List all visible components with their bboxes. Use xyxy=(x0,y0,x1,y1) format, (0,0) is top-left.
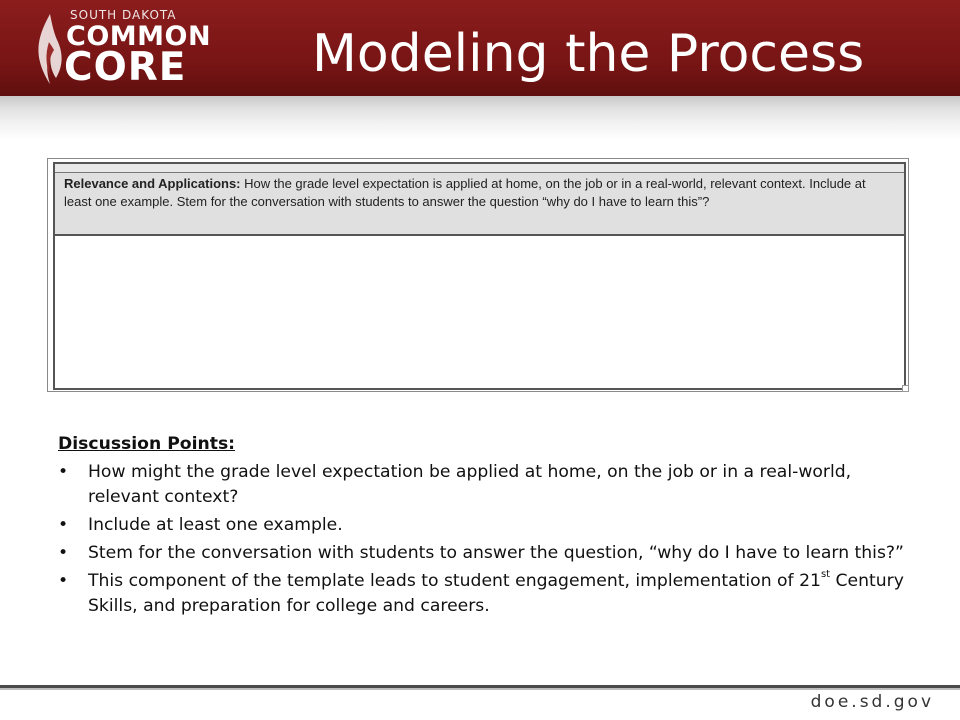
list-item xyxy=(58,541,908,566)
logo-core-text: CORE xyxy=(64,45,187,90)
footer-url: doe.sd.gov xyxy=(810,692,934,712)
discussion-heading: Discussion Points: xyxy=(58,434,236,454)
slide-title: Modeling the Process xyxy=(312,24,865,84)
resize-handle-icon xyxy=(902,385,909,392)
discussion-section xyxy=(58,431,908,619)
bullet-icon: • xyxy=(58,543,69,563)
header-shadow-band xyxy=(0,96,960,140)
template-label: Relevance and Applications: xyxy=(64,176,241,191)
point-text-start: This component of the template leads to student engagement, implementation of 21 xyxy=(88,571,821,591)
point-text: Stem for the conversation with students to answer the question, “why do I have to learn this?” xyxy=(88,543,904,563)
logo xyxy=(34,8,212,90)
template-header-row xyxy=(55,164,904,236)
point-text: How might the grade level expectation be applied at home, on the job or in a real-world, relevant context? xyxy=(88,462,852,507)
ordinal-suffix: st xyxy=(820,569,831,581)
header-banner xyxy=(0,0,960,96)
template-top-strip xyxy=(55,164,904,173)
footer-divider-light xyxy=(0,688,960,690)
flame-icon xyxy=(34,12,66,86)
point-text-end: Century Skills, and preparation for college and careers. xyxy=(88,571,904,616)
point-text: Include at least one example. xyxy=(88,515,343,535)
logo-state-text: SOUTH DAKOTA xyxy=(70,8,177,22)
list-item xyxy=(58,460,908,510)
template-image xyxy=(47,158,909,392)
logo-common-text: COMMON xyxy=(66,21,212,52)
list-item xyxy=(58,569,908,619)
template-header-text xyxy=(64,175,894,211)
bullet-icon: • xyxy=(58,571,69,591)
discussion-list xyxy=(58,460,908,619)
list-item xyxy=(58,513,908,538)
template-table xyxy=(53,162,906,390)
bullet-icon: • xyxy=(58,515,69,535)
template-description: How the grade level expectation is applied at home, on the job or in a real-world, relevant context. Include at least one example. Stem for the conversation with students to answer the question “why do I have to learn this”? xyxy=(64,176,866,209)
bullet-icon: • xyxy=(58,462,69,482)
